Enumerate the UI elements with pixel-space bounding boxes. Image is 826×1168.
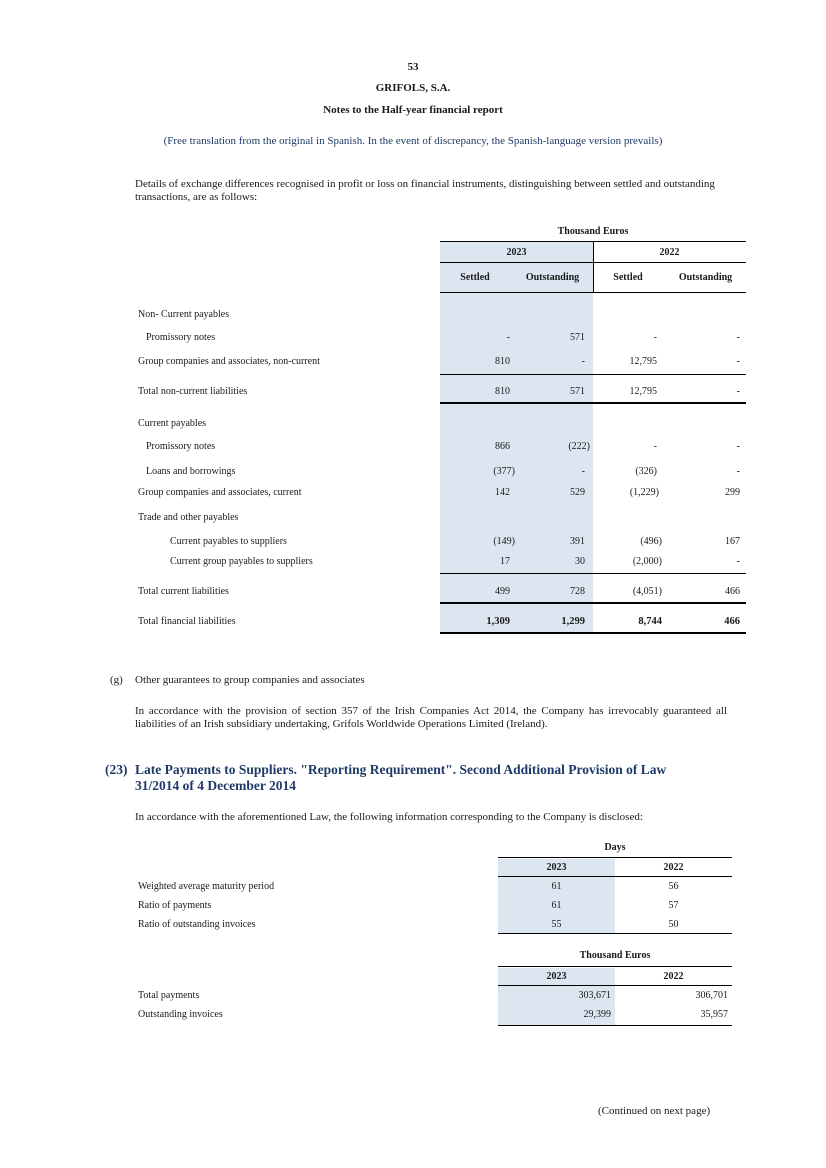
cell: 8,744: [638, 616, 662, 627]
cell: -: [653, 332, 657, 343]
page-number: 53: [407, 61, 419, 73]
table2-year-2022: 2022: [663, 862, 684, 873]
section-23-number: (23): [105, 762, 128, 777]
row-label: Trade and other payables: [138, 512, 239, 523]
table2-unit: Days: [604, 842, 626, 853]
cell: -: [736, 356, 740, 367]
section-g-marker: (g): [110, 674, 123, 686]
rule: [498, 876, 732, 877]
cell: (496): [640, 536, 662, 547]
col-settled-2023: Settled: [460, 272, 490, 283]
rule: [440, 632, 746, 634]
rule: [440, 292, 746, 293]
cell: (2,000): [632, 556, 662, 567]
table3-year-2023: 2023: [546, 971, 567, 982]
rule: [440, 374, 746, 375]
cell: 728: [570, 586, 585, 597]
cell: -: [736, 332, 740, 343]
section-23-title-cont: 31/2014 of 4 December 2014: [135, 778, 296, 793]
section-23-title: Late Payments to Suppliers. "Reporting Requirement". Second Additional Provision of Law: [135, 762, 667, 777]
row-label: Non- Current payables: [138, 309, 230, 320]
cell: 142: [495, 487, 510, 498]
cell: -: [581, 356, 585, 367]
cell: -: [581, 466, 585, 477]
cell: -: [736, 466, 740, 477]
rule: [498, 1025, 732, 1026]
col-outstanding-2023: Outstanding: [525, 272, 580, 283]
row-label: Current group payables to suppliers: [170, 556, 313, 567]
cell: 810: [495, 356, 510, 367]
row-label: Weighted average maturity period: [138, 881, 275, 892]
table2-year-2023: 2023: [546, 862, 567, 873]
cell: (222): [568, 441, 590, 452]
table3-unit: Thousand Euros: [579, 950, 651, 961]
cell: 810: [495, 386, 510, 397]
cell: 30: [575, 556, 585, 567]
row-label: Ratio of payments: [138, 900, 212, 911]
report-title: Notes to the Half-year financial report: [323, 104, 503, 116]
cell: -: [736, 441, 740, 452]
cell: 1,309: [486, 616, 510, 627]
shaded-column-2023: [440, 242, 593, 633]
translation-note: (Free translation from the original in Spanish. In the event of discrepancy, the Spanish-language version prevails): [163, 135, 663, 147]
cell: (4,051): [632, 586, 662, 597]
rule: [440, 602, 746, 604]
row-label: Group companies and associates, non-current: [138, 356, 320, 367]
row-label: Promissory notes: [146, 441, 216, 452]
row-label: Loans and borrowings: [146, 466, 236, 477]
section-g-title: Other guarantees to group companies and associates: [135, 674, 365, 686]
cell: -: [506, 332, 510, 343]
cell: 12,795: [629, 386, 657, 397]
intro-paragraph: Details of exchange differences recognised in profit or loss on financial instruments, distinguishing between settled and outstanding transactions, are as follows:: [135, 178, 715, 203]
cell: 866: [495, 441, 510, 452]
section-g-text: In accordance with the provision of section 357 of the Irish Companies Act 2014, the Company has irrevocably guaranteed all liabilities of an Irish subsidiary undertaking, Grifols Worldwide Operations Limited (Ireland).: [135, 705, 727, 730]
row-label: Current payables to suppliers: [170, 536, 287, 547]
cell: 299: [725, 487, 740, 498]
row-label: Total current liabilities: [138, 586, 229, 597]
row-label: Total payments: [138, 990, 200, 1001]
rule: [498, 966, 732, 967]
table1-unit: Thousand Euros: [557, 226, 629, 237]
cell: -: [736, 386, 740, 397]
cell: 391: [570, 536, 585, 547]
cell: 303,671: [578, 990, 611, 1001]
row-label: Promissory notes: [146, 332, 216, 343]
cell: (149): [493, 536, 515, 547]
cell: 167: [725, 536, 740, 547]
rule: [498, 985, 732, 986]
cell: -: [736, 556, 740, 567]
col-settled-2022: Settled: [613, 272, 643, 283]
cell: (377): [493, 466, 515, 477]
continued-note: (Continued on next page): [598, 1105, 711, 1117]
row-label: Current payables: [138, 418, 207, 429]
cell: 571: [570, 386, 585, 397]
divider: [593, 242, 594, 292]
table1-year-2022: 2022: [659, 247, 680, 258]
cell: 56: [668, 881, 679, 892]
cell: 499: [495, 586, 510, 597]
rule: [498, 933, 732, 934]
cell: 50: [668, 919, 679, 930]
cell: 529: [570, 487, 585, 498]
cell: 29,399: [583, 1009, 611, 1020]
cell: 466: [725, 586, 740, 597]
row-label: Outstanding invoices: [138, 1009, 223, 1020]
row-label: Ratio of outstanding invoices: [138, 919, 256, 930]
row-label: Total financial liabilities: [138, 616, 236, 627]
cell: (1,229): [629, 487, 659, 498]
cell: 1,299: [561, 616, 585, 627]
cell: 55: [551, 919, 562, 930]
cell: 61: [551, 881, 562, 892]
cell: 12,795: [629, 356, 657, 367]
cell: 61: [551, 900, 562, 911]
company-name: GRIFOLS, S.A.: [375, 82, 451, 94]
table1-year-2023: 2023: [506, 247, 527, 258]
cell: 17: [500, 556, 510, 567]
row-label: Group companies and associates, current: [138, 487, 302, 498]
cell: -: [653, 441, 657, 452]
col-outstanding-2022: Outstanding: [678, 272, 733, 283]
cell: 571: [570, 332, 585, 343]
rule: [440, 573, 746, 574]
cell: (326): [635, 466, 657, 477]
section-23-text: In accordance with the aforementioned Law, the following information corresponding to the Company is disclosed:: [135, 811, 643, 823]
table3-year-2022: 2022: [663, 971, 684, 982]
row-label: Total non-current liabilities: [138, 386, 248, 397]
rule: [440, 402, 746, 404]
cell: 466: [724, 616, 740, 627]
cell: 57: [668, 900, 679, 911]
cell: 306,701: [695, 990, 728, 1001]
cell: 35,957: [700, 1009, 728, 1020]
rule: [498, 857, 732, 858]
